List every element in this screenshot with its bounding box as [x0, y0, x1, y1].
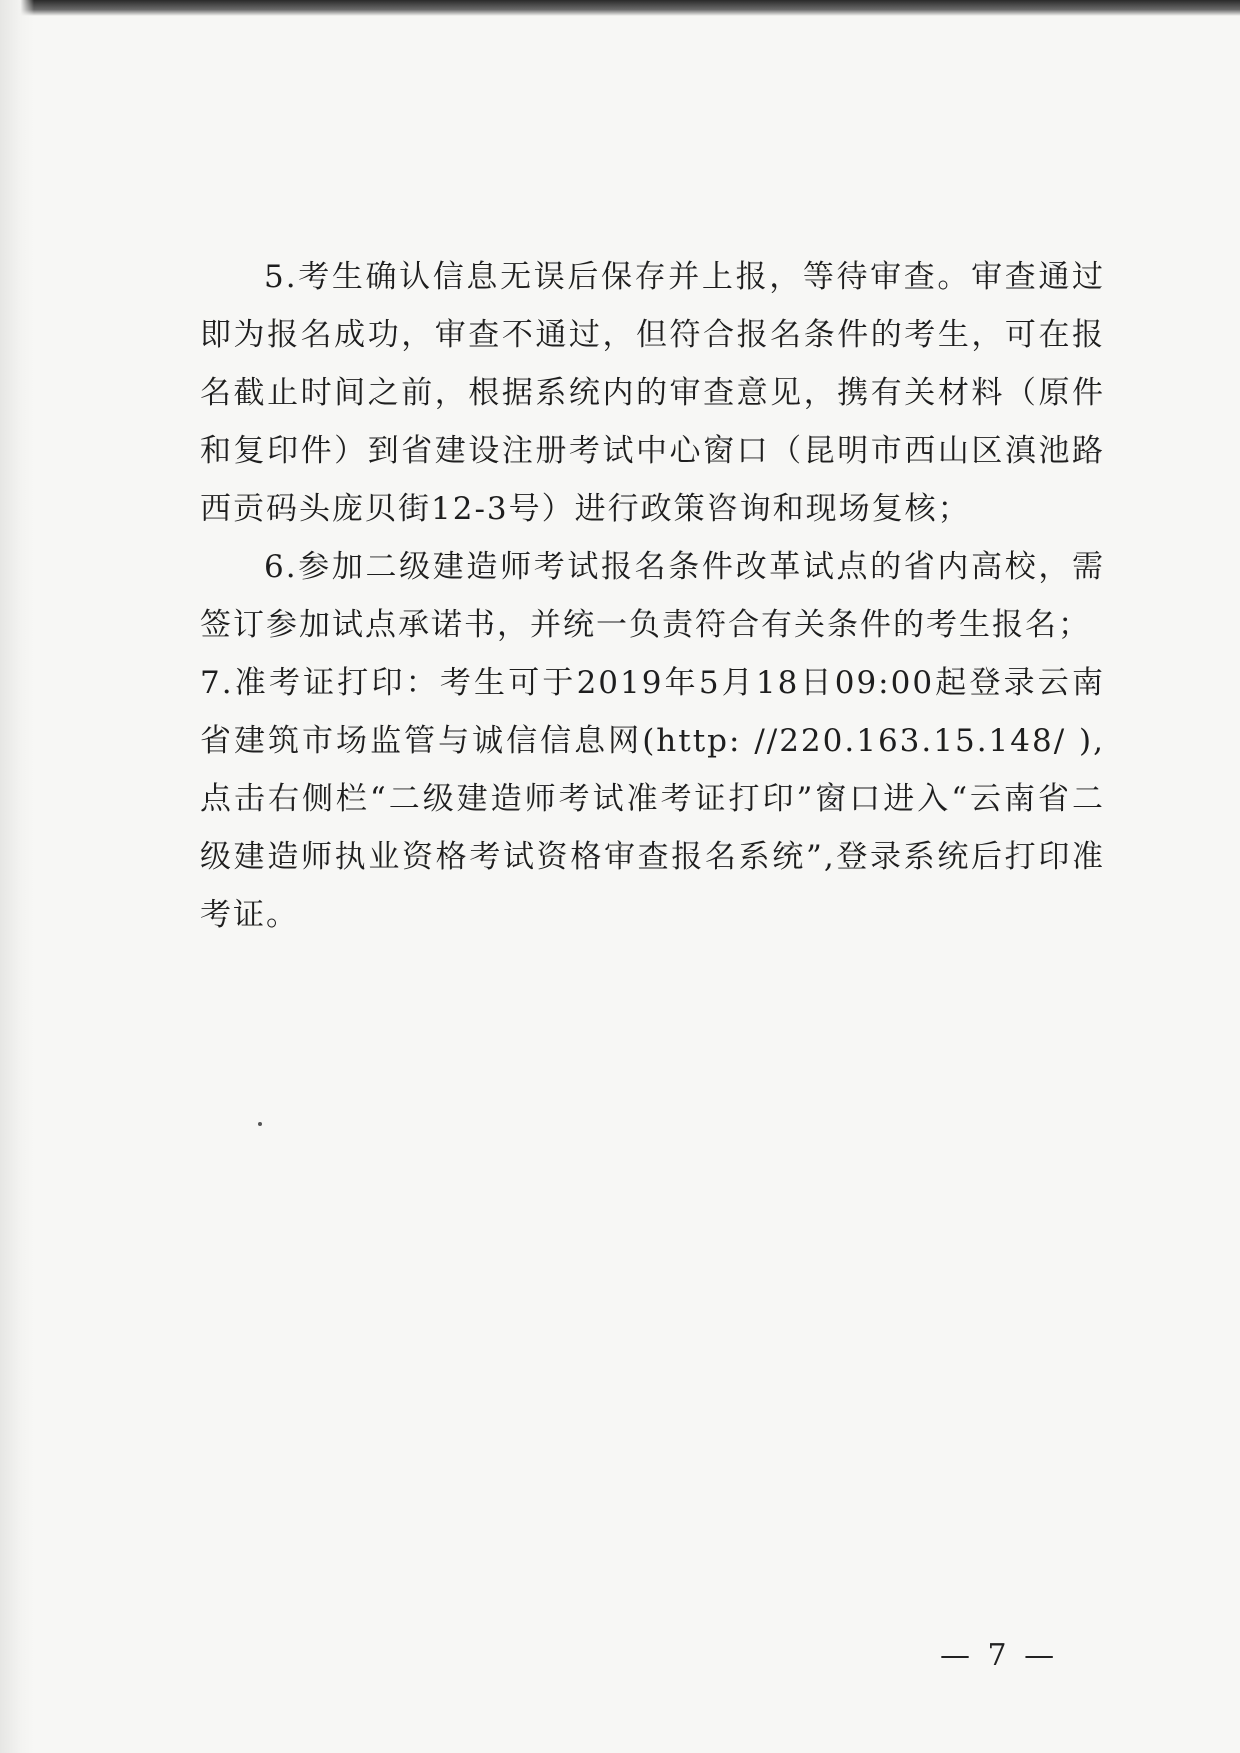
page-number: — 7 —: [940, 1638, 1059, 1673]
paragraph-item-5: 5.考生确认信息无误后保存并上报，等待审查。审查通过即为报名成功，审查不通过，但符合报名条件的考生，可在报名截止时间之前，根据系统内的审查意见，携有关材料（原件和复印件）到省建设注册考试中心窗口（昆明市西山区滇池路西贡码头庞贝街12-3号）进行政策咨询和现场复核；: [200, 259, 1105, 527]
scan-top-edge: [0, 0, 1240, 16]
document-body: [200, 248, 1105, 944]
paragraph-item-6: 6.参加二级建造师考试报名条件改革试点的省内高校，需签订参加试点承诺书，并统一负责符合有关条件的考生报名；: [200, 549, 1105, 643]
scan-speck: [258, 1122, 262, 1126]
scan-left-edge: [0, 0, 34, 1753]
paragraph-item-7: 7.准考证打印：考生可于2019年5月18日09:00起登录云南省建筑市场监管与诚信信息网(http: //220.163.15.148/ ),点击右侧栏“二级建造师考试准考证打印”窗口进入“云南省二级建造师执业资格考试资格审查报名系统”,登录系统后打印准考证。: [200, 665, 1105, 933]
